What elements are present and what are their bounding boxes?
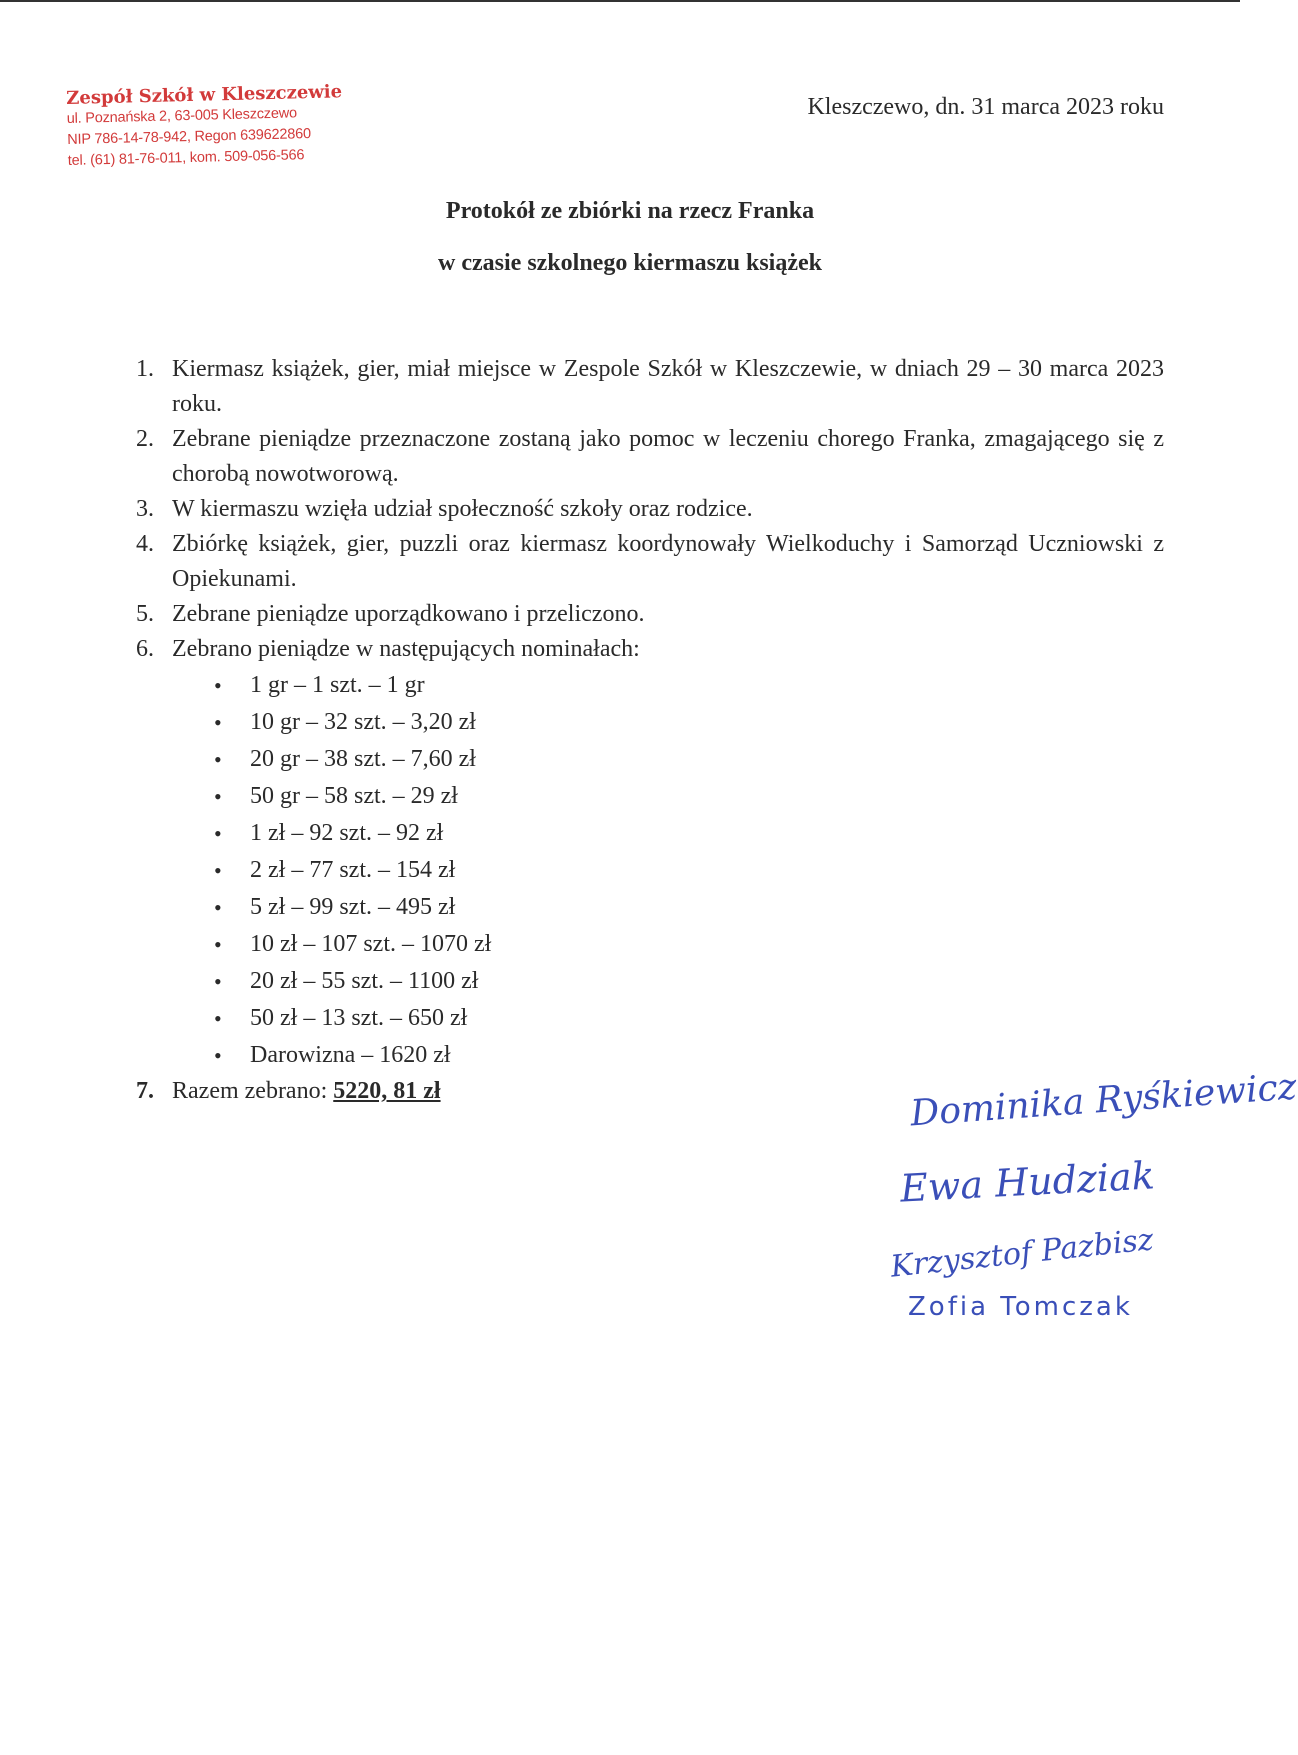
list-item <box>130 492 1164 527</box>
list-item <box>130 597 1164 632</box>
nominal-item: • 20 gr – 38 szt. – 7,60 zł <box>214 741 1164 778</box>
stamp-school-name: Zespół Szkół w Kleszczewie <box>66 81 343 109</box>
item-text: Zebrano pieniądze w następujących nominałach: <box>172 636 640 662</box>
item-number: 4. <box>136 531 154 557</box>
item-text: W kiermaszu wzięła udział społeczność szkoły oraz rodzice. <box>172 496 753 522</box>
item-number: 5. <box>136 601 154 627</box>
item-number: 3. <box>136 496 154 522</box>
signature: Zofia Tomczak <box>908 1292 1133 1322</box>
item-number: 1. <box>136 356 154 382</box>
item-number: 7. <box>136 1078 154 1104</box>
stamp-address: ul. Poznańska 2, 63-005 Kleszczewo <box>66 105 298 127</box>
nominal-item: • 10 gr – 32 szt. – 3,20 zł <box>214 704 1164 741</box>
item-number: 6. <box>136 636 154 662</box>
school-stamp <box>66 81 368 172</box>
nominals-list <box>172 667 1164 1074</box>
nominal-item: • 1 gr – 1 szt. – 1 gr <box>214 667 1164 704</box>
nominal-item: • 20 zł – 55 szt. – 1100 zł <box>214 963 1164 1000</box>
stamp-ids: NIP 786-14-78-942, Regon 639622860 <box>67 126 312 148</box>
top-border-line <box>0 0 1240 2</box>
total-value: 5220, 81 zł <box>333 1078 441 1104</box>
item-text: Zebrane pieniądze przeznaczone zostaną jako pomoc w leczeniu chorego Franka, zmagającego się z chorobą nowotworową. <box>172 426 1164 487</box>
nominal-item: • 2 zł – 77 szt. – 154 zł <box>214 852 1164 889</box>
signature: Krzysztof Pazbisz <box>888 1222 1156 1285</box>
list-item <box>130 422 1164 492</box>
nominal-item: • Darowizna – 1620 zł <box>214 1037 1164 1074</box>
nominal-item: • 50 zł – 13 szt. – 650 zł <box>214 1000 1164 1037</box>
protocol-list <box>130 352 1164 1109</box>
item-text: Zbiórkę książek, gier, puzzli oraz kiermasz koordynowały Wielkoduchy i Samorząd Uczniowski z Opiekunami. <box>172 531 1164 592</box>
item-number: 2. <box>136 426 154 452</box>
total-label: Razem zebrano: <box>172 1078 334 1104</box>
nominal-item: • 1 zł – 92 szt. – 92 zł <box>214 815 1164 852</box>
signature: Ewa Hudziak <box>899 1153 1156 1211</box>
nominal-item: • 50 gr – 58 szt. – 29 zł <box>214 778 1164 815</box>
list-item <box>130 527 1164 597</box>
nominal-item: • 5 zł – 99 szt. – 495 zł <box>214 889 1164 926</box>
item-text: Zebrane pieniądze uporządkowano i przeliczono. <box>172 601 645 627</box>
stamp-phone: tel. (61) 81-76-011, kom. 509-056-566 <box>67 147 305 169</box>
item-text: Kiermasz książek, gier, miał miejsce w Zespole Szkół w Kleszczewie, w dniach 29 – 30 marca 2023 roku. <box>172 356 1164 417</box>
list-item <box>130 352 1164 422</box>
date-line: Kleszczewo, dn. 31 marca 2023 roku <box>807 94 1164 120</box>
document-title-line-1: Protokół ze zbiórki na rzecz Franka <box>445 198 815 224</box>
signature: Dominika Ryśkiewicz <box>909 1066 1298 1135</box>
list-item <box>130 632 1164 1074</box>
nominal-item: • 10 zł – 107 szt. – 1070 zł <box>214 926 1164 963</box>
document-title-line-2: w czasie szkolnego kiermaszu książek <box>438 250 822 276</box>
